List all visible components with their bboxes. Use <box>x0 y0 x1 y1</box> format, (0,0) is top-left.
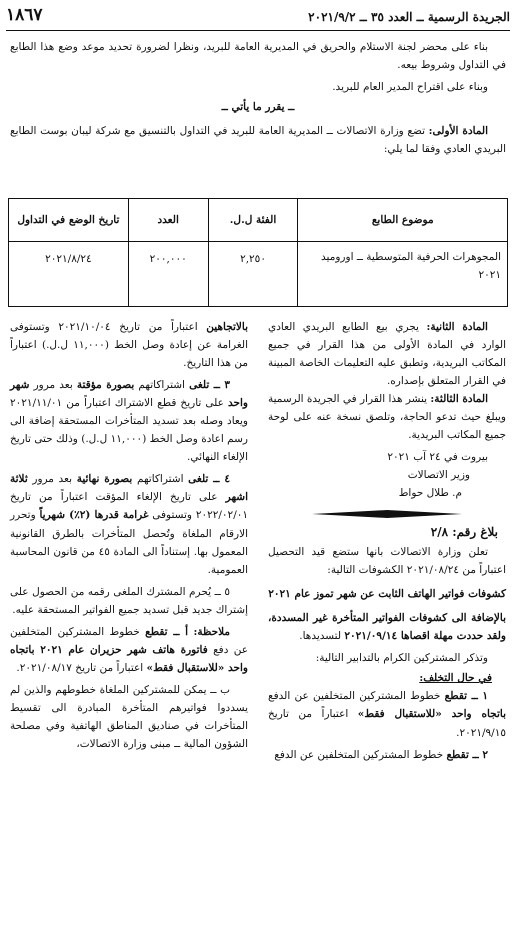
table-header-cell: الفئة ل.ل. <box>208 199 298 242</box>
item-lead: ٣ ــ تلغى <box>189 379 231 392</box>
notice-title: بلاغ رقم: ٢/٨ <box>430 525 498 540</box>
note-label: ملاحظة: <box>193 625 230 638</box>
item-text: خطوط المشتركين المتخلفين عن الدفع <box>274 748 444 761</box>
decision-preamble <box>10 38 506 158</box>
table-cell: ٢٠٢١/٨/٢٤ <box>9 242 129 307</box>
section-divider <box>312 510 462 518</box>
page-header <box>6 4 510 31</box>
item-text: بعد مرور <box>32 473 73 486</box>
running-title: الجريدة الرسمية ــ العدد ٣٥ ــ ٢٠٢١/٩/٢ <box>308 10 510 25</box>
stamp-table <box>8 198 508 307</box>
table-header-row <box>9 199 508 242</box>
page-number: ١٨٦٧ <box>6 4 43 25</box>
item-text: على تاريخ قطع الاشتراك اعتباراً من ٢٠٢١/١١/٠١ ويعاد وصله بعد تسديد المتأخرات المستحقة إضافة الى رسم اعادة وصل الخط (١١,٠٠٠ ل.ل.) وذلك حتى تاريخ الإلغاء النهائي. <box>10 397 248 464</box>
item-text: على تاريخ الإلغاء المؤقت اعتباراً من تاريخ ٢٠٢٢/٠٢/٠١ وتستوفى <box>10 491 249 522</box>
left-column <box>10 318 248 753</box>
note-b: ب ــ يمكن للمشتركين الملغاة خطوطهم والذين لم يسددوا فواتيرهم المتأخرة المبادرة الى تقسيط المتأخرات في صناديق المناطق الهاتفية وفي مصلحة الشؤون المالية ــ مبنى وزارة الاتصالات، <box>10 683 248 751</box>
item-bold: بصورة مؤقتة <box>76 379 135 392</box>
item-bold: فاتورة هاتف شهر حزيران عام ٢٠٢١ باتجاه واحد «للاستقبال فقط» <box>10 643 248 674</box>
item-bold: بصورة نهائية <box>76 473 133 486</box>
article-label: المادة الثالثة: <box>430 393 488 406</box>
table-header-cell: موضوع الطابع <box>298 199 508 242</box>
item-lead: ٢ ــ تقطع <box>446 748 488 761</box>
note-a <box>10 623 248 677</box>
divider-ornament-icon <box>312 510 462 518</box>
notice-bold-line: كشوفات فواتير الهاتف الثابت عن شهر تموز عام ٢٠٢١ <box>268 588 506 601</box>
decision-heading: ــ يقرر ما يأتي ــ <box>221 101 295 114</box>
item-text: خطوط المشتركين المتخلفين عن الدفع <box>268 690 441 703</box>
late-heading: في حال التخلف: <box>419 672 492 685</box>
item-lead: أ ــ تقطع <box>145 625 189 638</box>
place-date: بيروت في ٢٤ آب ٢٠٢١ <box>387 451 488 464</box>
right-column <box>268 318 506 764</box>
measure-item-2 <box>268 746 506 764</box>
item-bold: شهر واحد <box>10 379 248 410</box>
item-text: اشتراكاتهم <box>136 473 184 486</box>
measure-item-5: ٥ ــ يُحرم المشترك الملغى رقمه من الحصول على إشتراك جديد قبل تسديد جميع الفواتير المستحقة عليه. <box>10 585 248 616</box>
table-cell: المجوهرات الحرفية المتوسطية ــ اوروميد ٢٠٢١ <box>298 242 508 307</box>
table-header-cell: العدد <box>128 199 208 242</box>
item-bold: غرامة قدرها (٢٪) شهرياً <box>39 509 149 522</box>
article-label: المادة الأولى: <box>428 125 488 138</box>
article-2 <box>268 318 506 390</box>
article-1 <box>10 122 506 158</box>
item-text: اعتباراً من تاريخ ٢٠٢١/١٠/٠٤ وتستوفى الغرامة عن إعادة وصل الخط (١١,٠٠٠ ل.ل.) اعتباراً من هذا التاريخ. <box>10 321 248 370</box>
article-3 <box>268 390 506 444</box>
item-bold: باتجاه واحد «للاستقبال فقط» <box>357 708 506 721</box>
item-text: اشتراكاتهم <box>138 379 185 392</box>
minister-title: وزير الاتصالات <box>407 469 470 482</box>
item-bold: بالاتجاهين <box>206 321 249 333</box>
item-text: بعد مرور <box>33 379 73 392</box>
table-header-cell: تاريخ الوضع في التداول <box>9 199 129 242</box>
article-text: تضع وزارة الاتصالات ــ المديرية العامة للبريد في التداول بالتنسيق مع شركة ليبان بوست الطابع البريدي العادي وفقا لما يلي: <box>10 125 506 156</box>
measure-item-2-continued <box>10 318 248 372</box>
item-lead: ١ ــ تقطع <box>444 690 488 703</box>
notice-intro: تعلن وزارة الاتصالات بانها ستضع قيد التحصيل اعتباراً من ٢٠٢١/٠٨/٢٤ الكشوفات التالية: <box>268 546 506 577</box>
measure-item-1 <box>268 687 506 741</box>
notice-reminder: وتذكر المشتركين الكرام بالتدابير التالية: <box>315 652 488 665</box>
item-text: اعتباراً من تاريخ ٢٠٢١/٩/١٥. <box>268 708 506 739</box>
item-text: خطوط المشتركين المتخلفين عن دفع <box>10 625 248 656</box>
notice-bold-line: بالإضافة الى كشوفات الفواتير المتأخرة غير المسددة، ولقد حددت مهلة اقصاها ٢٠٢١/٠٩/١٤ <box>268 612 506 643</box>
table-row <box>9 242 508 307</box>
preamble-paragraph: وبناء على اقتراح المدير العام للبريد. <box>332 81 488 94</box>
item-lead: ٤ ــ تلغى <box>188 473 230 486</box>
notice-arrears <box>268 609 506 645</box>
notice-text: لتسديدها. <box>299 630 342 643</box>
item-bold: ثلاثة اشهر <box>10 473 249 504</box>
preamble-paragraph: بناء على محضر لجنة الاستلام والحريق في المديرية العامة للبريد، ونظرا لضرورة تحديد موعد وضع هذا الطابع في التداول وشروط بيعه. <box>10 41 506 72</box>
article-label: المادة الثانية: <box>426 321 488 333</box>
article-text: يجري بيع الطابع البريدي العادي الوارد في المادة الأولى من هذا القرار في جميع المكاتب البريدية، وتطبق عليه التعليمات الخاصة المبينة في القرار المتعلق بإصداره. <box>268 321 506 388</box>
item-text: وتحرر الارقام الملغاة وتُحصل المتأخرات بالطرق القانونية المعمول بها. إستناداً الى المادة ٤٥ من قانون المحاسبة العمومية. <box>10 509 249 576</box>
table-cell: ٢٠٠,٠٠٠ <box>128 242 208 307</box>
item-text: اعتباراً من تاريخ ٢٠٢١/٠٨/١٧. <box>16 661 144 674</box>
minister-name: م. طلال حواط <box>398 487 462 500</box>
measure-item-3 <box>10 376 248 466</box>
measure-item-4 <box>10 470 248 578</box>
article-text: ينشر هذا القرار في الجريدة الرسمية ويبلغ حيث تدعو الحاجة، وتلصق نسخة عنه على لوحة جميع المكاتب البريدية. <box>267 393 506 442</box>
table-cell: ٢,٢٥٠ <box>208 242 298 307</box>
